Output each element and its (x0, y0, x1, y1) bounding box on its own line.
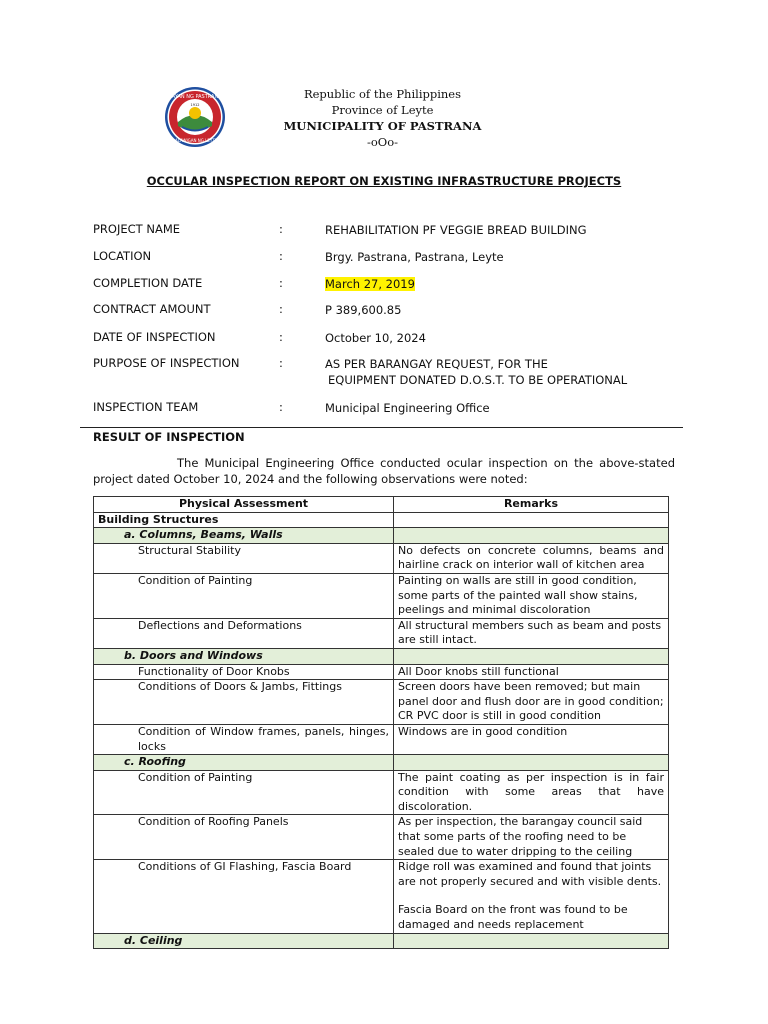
checkbox-bullet-icon (98, 815, 138, 830)
category-ceiling: d. Ceiling (94, 933, 394, 949)
category-row (94, 528, 669, 544)
completion-date-highlight: March 27, 2019 (325, 277, 415, 291)
table-header-row (94, 497, 669, 513)
header-ornament: -oOo- (366, 135, 399, 149)
svg-text:BAYAN NG PASTRANA: BAYAN NG PASTRANA (168, 94, 222, 100)
remark-cell: Screen doors have been removed; but main panel door and flush door are in good condition; CR PVC door is still in good condition (394, 680, 669, 725)
remark-cell: The paint coating as per inspection is in fair condition with some areas that have discoloration. (394, 770, 669, 815)
header-republic: Republic of the Philippines (303, 87, 462, 101)
municipal-seal-icon (164, 86, 226, 148)
remark-cell: All Door knobs still functional (394, 664, 669, 680)
remark-cell: No defects on concrete columns, beams and hairline crack on interior wall of kitchen area (394, 543, 669, 573)
result-heading: RESULT OF INSPECTION (93, 430, 245, 444)
remark-cell: All structural members such as beam and posts are still intact. (394, 618, 669, 648)
remark-cell: Painting on walls are still in good condition, some parts of the painted wall show stains, peelings and minimal discoloration (394, 573, 669, 618)
svg-text:LALAWIGAN NG LEYTE: LALAWIGAN NG LEYTE (172, 138, 218, 143)
checkbox-bullet-icon (98, 665, 138, 680)
category-doors-windows: b. Doors and Windows (94, 648, 394, 664)
remark-cell: As per inspection, the barangay council said that some parts of the roofing need to be sealed due to water dripping to the ceiling (394, 815, 669, 860)
table-row: Condition of Painting The paint coating as per inspection is in fair condition with some areas that have discoloration. (94, 770, 669, 815)
section-building-structures: Building Structures (94, 512, 394, 528)
section-row (94, 512, 669, 528)
category-row (94, 755, 669, 771)
table-row: Conditions of GI Flashing, Fascia Board Ridge roll was examined and found that joints are not properly secured and with visible dents. Fascia Board on the front was found to be damaged and needs replacement (94, 860, 669, 933)
checkbox-bullet-icon (98, 725, 138, 754)
table-row: Conditions of Doors & Jambs, Fittings Screen doors have been removed; but main panel door and flush door are in good condition; CR PVC door is still in good condition (94, 680, 669, 725)
table-row: Condition of Painting Painting on walls are still in good condition, some parts of the painted wall show stains, peelings and minimal discoloration (94, 573, 669, 618)
column-header-remarks: Remarks (394, 497, 669, 513)
table-row: Condition of Window frames, panels, hinges, locks Windows are in good condition (94, 724, 669, 754)
svg-text:1912: 1912 (190, 103, 200, 107)
report-title: OCCULAR INSPECTION REPORT ON EXISTING INFRASTRUCTURE PROJECTS (146, 174, 622, 188)
result-paragraph: The Municipal Engineering Office conducted ocular inspection on the above-stated project dated October 10, 2024 and the following observations were noted: (93, 456, 675, 486)
category-columns-beams-walls: a. Columns, Beams, Walls (94, 528, 394, 544)
divider-line (80, 427, 683, 428)
checkbox-bullet-icon (98, 860, 138, 875)
category-roofing: c. Roofing (94, 755, 394, 771)
remark-cell: Ridge roll was examined and found that joints are not properly secured and with visible dents. Fascia Board on the front was found to be damaged and needs replacement (394, 860, 669, 933)
checkbox-bullet-icon (98, 619, 138, 634)
checkbox-bullet-icon (98, 544, 138, 559)
checkbox-bullet-icon (98, 771, 138, 786)
table-row: Functionality of Door Knobs All Door knobs still functional (94, 664, 669, 680)
remark-cell: Windows are in good condition (394, 724, 669, 754)
checkbox-bullet-icon (98, 574, 138, 589)
category-row (94, 933, 669, 949)
category-row (94, 648, 669, 664)
column-header-assessment: Physical Assessment (94, 497, 394, 513)
assessment-table (93, 496, 669, 949)
header-province: Province of Leyte (331, 103, 434, 117)
table-row: Structural Stability No defects on concrete columns, beams and hairline crack on interior wall of kitchen area (94, 543, 669, 573)
document-header (250, 86, 515, 150)
header-municipality: MUNICIPALITY OF PASTRANA (283, 119, 482, 133)
table-row: Condition of Roofing Panels As per inspection, the barangay council said that some parts of the roofing need to be sealed due to water dripping to the ceiling (94, 815, 669, 860)
checkbox-bullet-icon (98, 680, 138, 695)
table-row: Deflections and Deformations All structural members such as beam and posts are still intact. (94, 618, 669, 648)
